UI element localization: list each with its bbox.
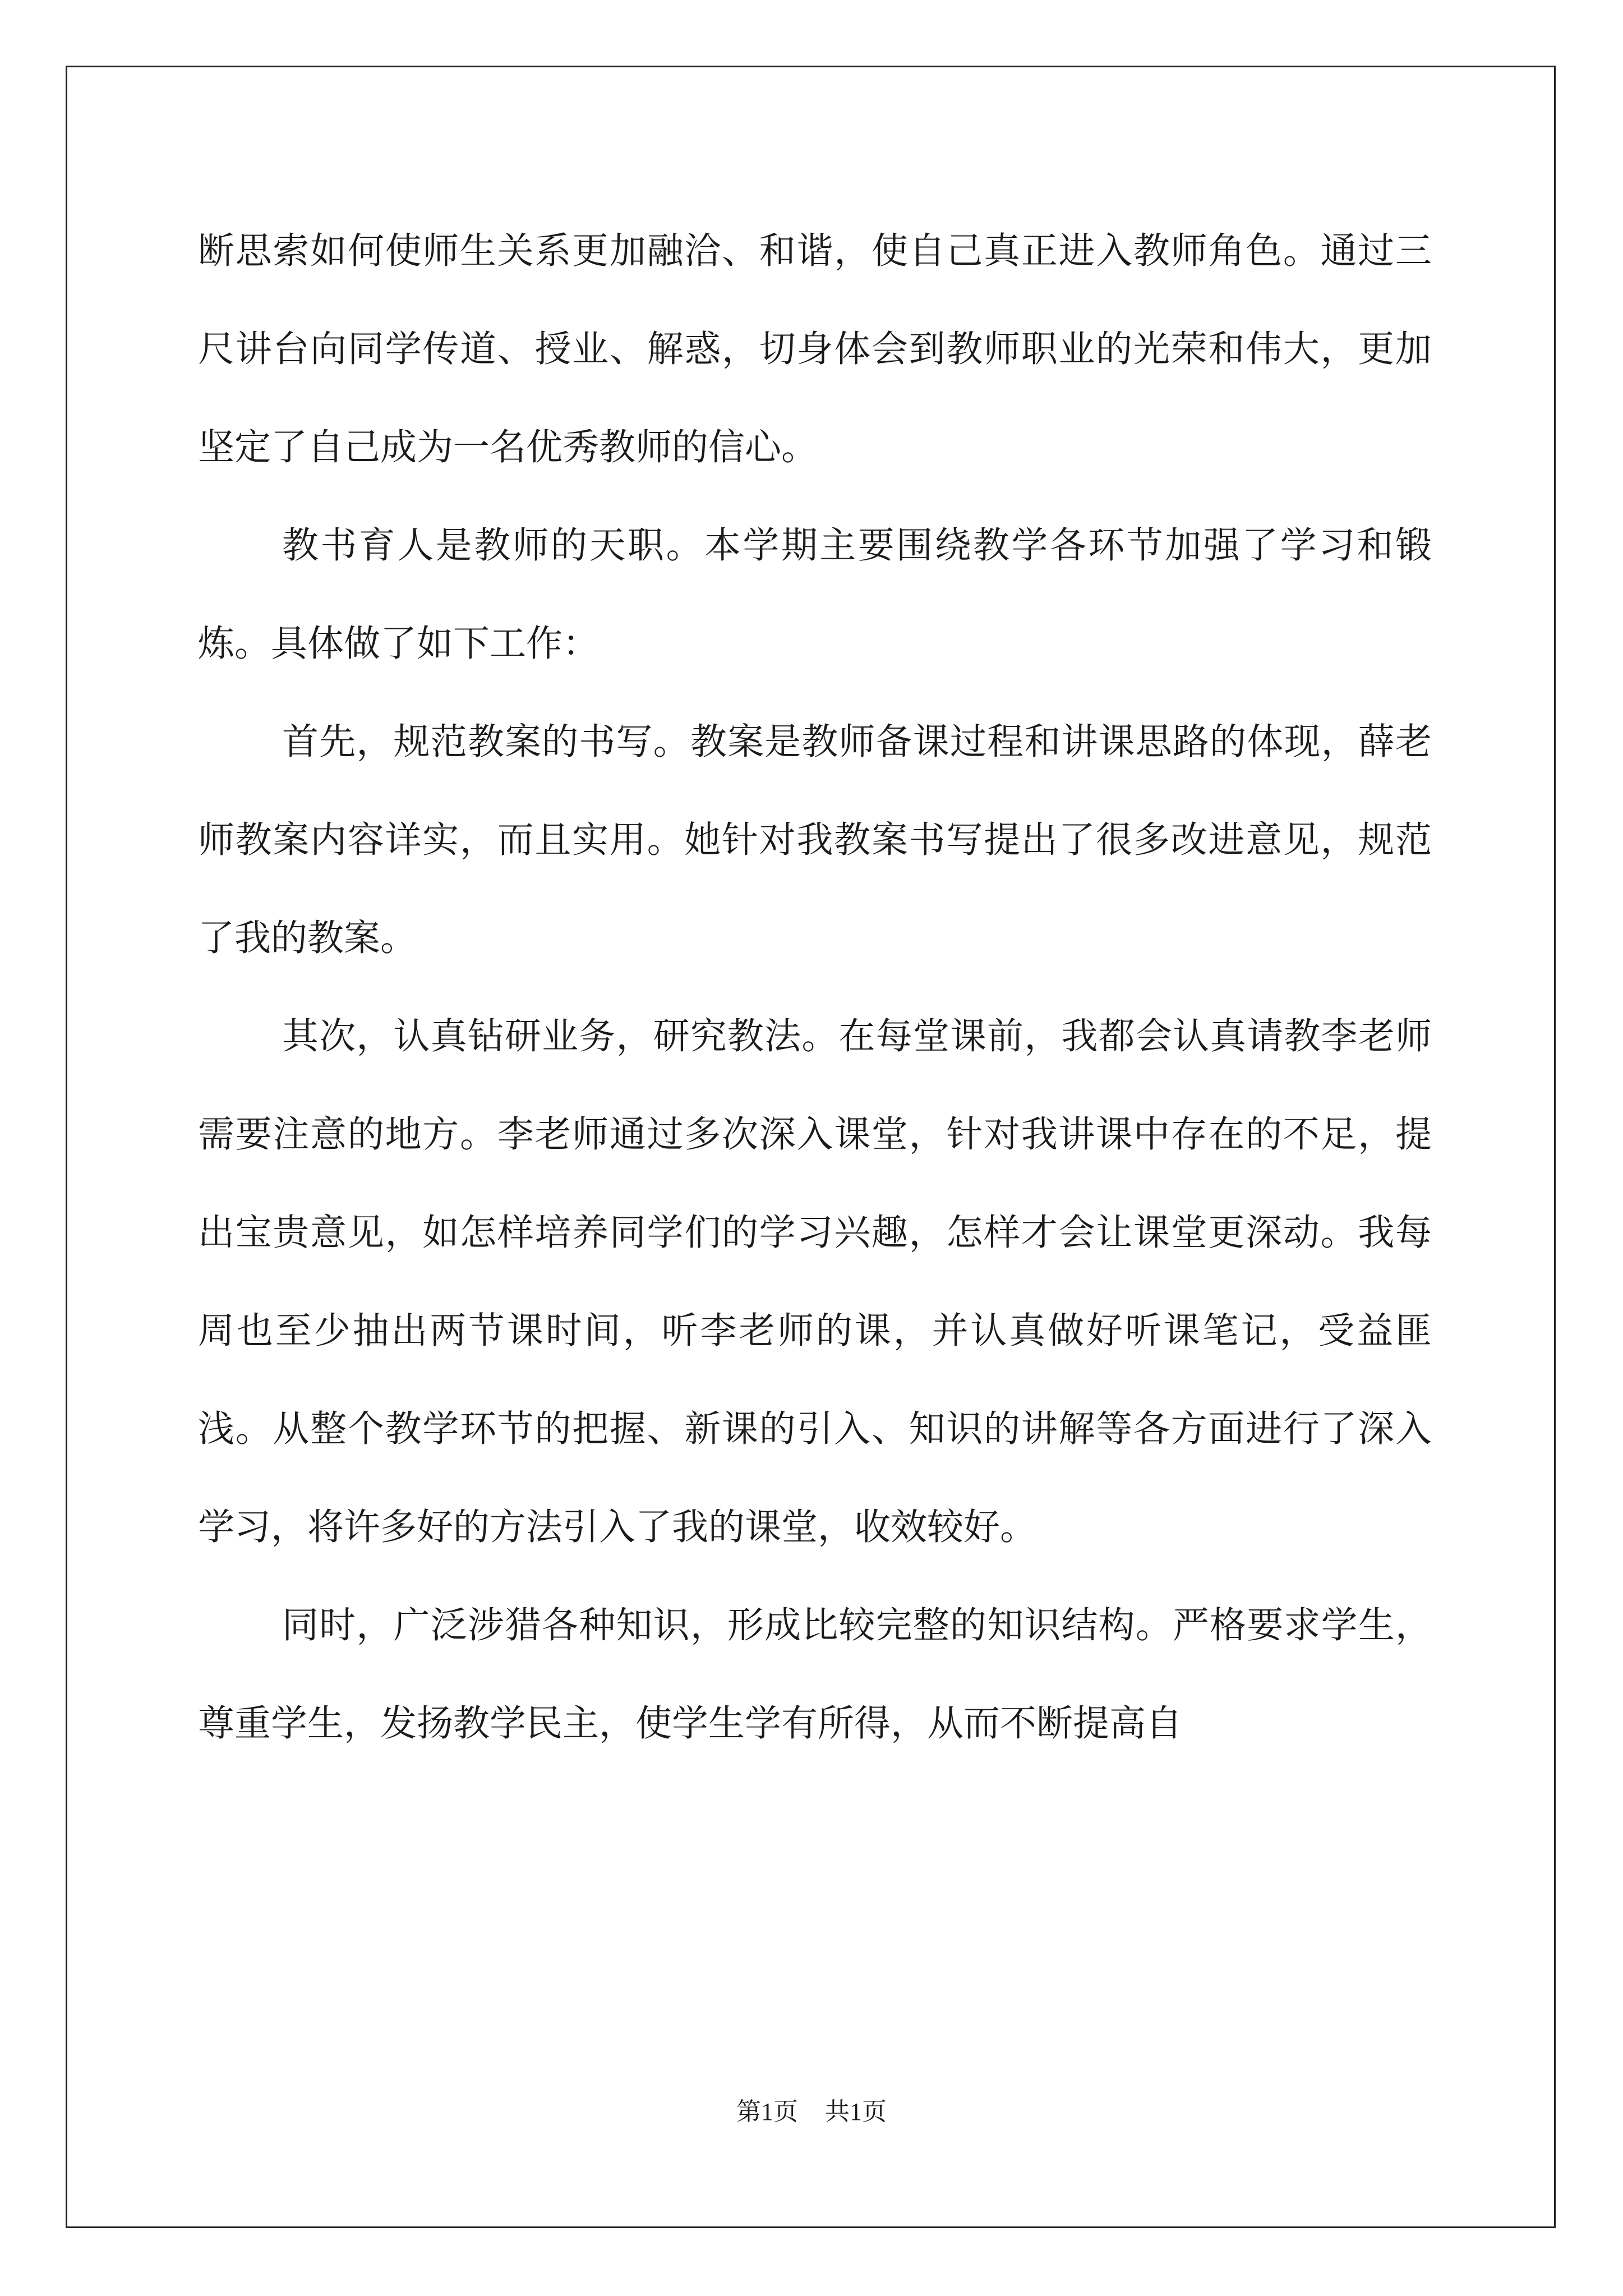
page-footer [0,2091,1623,2127]
document-body [198,202,1432,1773]
paragraph-4: 其次，认真钻研业务，研究教法。在每堂课前，我都会认真请教李老师需要注意的地方。李老师通过多次深入课堂，针对我讲课中存在的不足，提出宝贵意见，如怎样培养同学们的学习兴趣，怎样才会让课堂更深动。我每周也至少抽出两节课时间，听李老师的课，并认真做好听课笔记，受益匪浅。从整个教学环节的把握、新课的引入、知识的讲解等各方面进行了深入学习，将许多好的方法引入了我的课堂，收效较好。 [198,1015,1432,1548]
paragraph-1: 断思索如何使师生关系更加融洽、和谐，使自己真正进入教师角色。通过三尺讲台向同学传道、授业、解惑，切身体会到教师职业的光荣和伟大，更加坚定了自己成为一名优秀教师的信心。 [198,230,1432,468]
paragraph-3: 首先，规范教案的书写。教案是教师备课过程和讲课思路的体现，薛老师教案内容详实，而且实用。她针对我教案书写提出了很多改进意见，规范了我的教案。 [198,721,1432,959]
page-total: 共1页 [825,2098,887,2125]
page-number: 第1页 [736,2098,798,2125]
paragraph-2: 教书育人是教师的天职。本学期主要围绕教学各环节加强了学习和锻炼。具体做了如下工作： [198,524,1432,665]
paragraph-5: 同时，广泛涉猎各种知识，形成比较完整的知识结构。严格要求学生，尊重学生，发扬教学民主，使学生学有所得，从而不断提高自 [198,1604,1432,1745]
